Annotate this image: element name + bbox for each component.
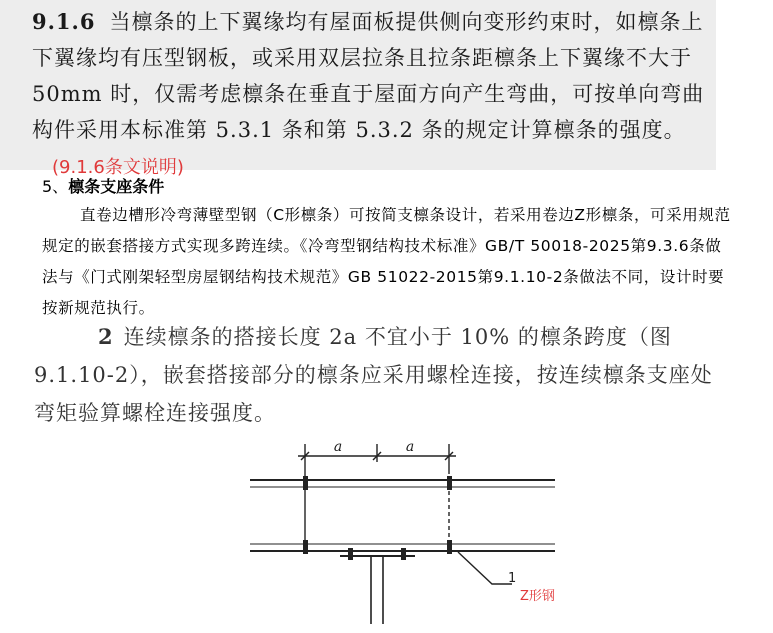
clause-body: 当檩条的上下翼缘均有屋面板提供侧向变形约束时，如檩条上下翼缘均有压型钢板，或采用双层拉条且拉条距檩条上下翼缘不大于 50mm 时，仅需考虑檩条在垂直于屋面方向产生弯曲，可按单向弯曲构件采用本标准第 5.3.1 条和第 5.3.2 条的规定计算檩条的强度。 [32,10,705,142]
section-title: 檩条支座条件 [68,177,165,196]
item-number: 2 [98,324,114,349]
dim-label-left: a [333,439,343,455]
clause-text-block [32,4,712,186]
dim-label-right: a [405,439,415,455]
callout-leader [458,552,512,584]
section-index: 5、 [42,177,69,196]
clause-note: (9.1.6条文说明) [52,157,184,178]
body-paragraph: 直卷边槽形冷弯薄壁型钢（C形檩条）可按简支檩条设计，若采用卷边Z形檩条，可采用规范规定的嵌套搭接方式实现多跨连续。《冷弯型钢结构技术标准》GB/T 50018-2025第9.3.6条做法与《门式刚架轻型房屋钢结构技术规范》GB 51022-2015第9.1.10-2条做法不同，设计时要按新规范执行。 [42,206,731,317]
clause-number: 9.1.6 [32,9,96,34]
clause-item-2 [34,318,734,432]
bolt-top-left [303,476,308,490]
callout-note: Z形钢 [520,589,555,604]
bolt-bottom-right [447,540,452,554]
bolt-bottom-left [303,540,308,554]
bolt-rafter-right [401,548,406,560]
purlin-lap-diagram [230,432,570,632]
bolt-group [303,476,452,560]
section-heading [42,174,164,197]
bolt-rafter-left [348,548,353,560]
item-body: 连续檩条的搭接长度 2a 不宜小于 10% 的檩条跨度（图 9.1.10-2），嵌套搭接部分的檩条应采用螺栓连接，按连续檩条支座处弯矩验算螺栓连接强度。 [34,325,713,425]
clause-excerpt [0,0,716,178]
bolt-top-right [447,476,452,490]
callout-number: 1 [508,571,517,586]
